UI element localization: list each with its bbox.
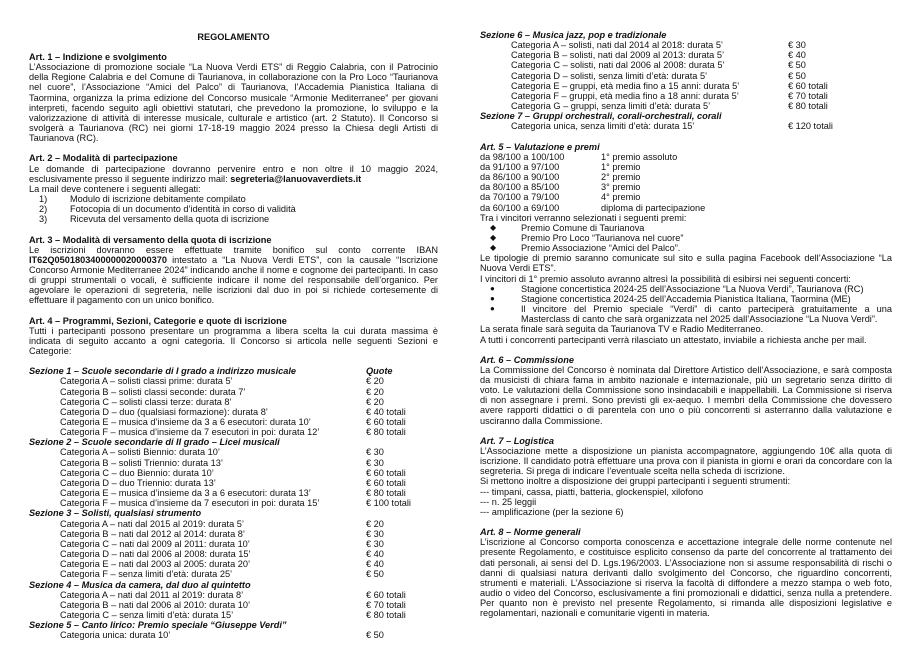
category-fee: € 60 totali (788, 80, 828, 91)
concert-item (480, 304, 892, 324)
bullet-icon: ● (490, 304, 495, 314)
article-6-heading: Art. 6 – Commissione (480, 354, 574, 365)
article-1-text: L’Associazione di promozione sociale “La Nuova Verdi ETS” di Reggio Calabria, con il Patrocinio della Regione Calabria e del Comune di Taurianova, in collaborazione con la Pro Loco “Taurianova nel cuore”, l’Associazione “Amici del Palco” di Taurianova, l’Accademia Pianistica Italiana di Taormina, organizza la prima edizione del Concorso musicale “Armonie Mediterranee” per giovani interpreti, facendo seguito agli obiettivi statutari, che prevedono la promozione, lo sviluppo e la valorizzazione di attività di interesse musicale, culturale e artistico (art. 2 Statuto). Il Concorso si svolgerà a Taurianova (RC) nei giorni 17-18-19 maggio 2024 presso la Chiesa degli Artisti di Taurianova (RC). (29, 62, 438, 144)
article-2-heading: Art. 2 – Modalità di partecipazione (29, 153, 178, 164)
article-5 (480, 142, 892, 345)
quote-header: Quote (366, 366, 393, 377)
category-row (29, 539, 438, 549)
special-prize-item (480, 233, 892, 243)
category-label: Categoria F – musica d’insieme da 7 esecutori in poi: durata 15’ (60, 498, 320, 509)
quote-header (822, 111, 892, 121)
attachment-item (29, 204, 438, 214)
article-6-text: La Commissione del Concorso è nominata dal Direttore Artistico dell’Associazione, e sarà composta da musicisti di chiara fama in ambito nazionale e internazionale, più un segretario senza diritto di voto. Le valutazioni della Commissione sono insindacabili e inappellabili. La Commissione si riserva di non assegnare i premi. Sono previsti gli ex-aequo. I membri della Commissione che dovessero avere rapporti didattici o di parentela con uno o più concorrenti si asterranno dalla valutazione e usciranno dalla Commissione. (480, 364, 892, 426)
category-fee: € 50 (788, 70, 806, 81)
attachment-text: Fotocopia di un documento d’identità in corso di validità (70, 204, 296, 215)
score-range: da 98/100 a 100/100 (480, 151, 565, 162)
category-row (29, 407, 438, 417)
diamond-bullet-icon: ◆ (490, 232, 497, 242)
category-label: Categoria A – solisti classi prime: durata 5’ (60, 376, 233, 387)
special-prize-text: Premio Comune di Taurianova (521, 222, 645, 233)
category-label: Categoria B – solisti classi seconde: durata 7’ (60, 386, 246, 397)
category-label: Categoria E – musica d’insieme da 3 a 6 esecutori: durata 13’ (60, 488, 311, 499)
article-7 (480, 436, 892, 517)
score-prize: diploma di partecipazione (601, 202, 706, 213)
diamond-bullet-icon: ◆ (490, 222, 497, 232)
article-8 (480, 527, 892, 618)
section-title: Sezione 2 – Scuole secondarie di II grado – Licei musicali (29, 437, 280, 448)
category-label: Categoria unica: durata 10’ (60, 630, 171, 641)
category-row (29, 559, 438, 569)
category-fee: € 120 totali (788, 121, 833, 132)
category-fee: € 50 (366, 569, 384, 580)
category-fee: € 20 (366, 376, 384, 387)
document-title: REGOLAMENTO (197, 32, 270, 42)
article-1-heading: Art. 1 – Indizione e svolgimento (29, 52, 167, 62)
score-table (480, 152, 892, 213)
category-fee: € 50 (788, 60, 806, 71)
category-row (29, 498, 438, 508)
section-heading (480, 111, 892, 121)
article-3-text (29, 245, 438, 306)
certificate-text: A tutti i concorrenti partecipanti verrà rilasciato un attestato, inviabile a richiesta anche per mail. (480, 334, 867, 345)
section-title: Sezione 7 – Gruppi orchestrali, corali-orchestrali, corali (480, 111, 722, 122)
prize-types-text: Le tipologie di premio saranno comunicate sul sito e sulla pagina Facebook dell’Associazione “La Nuova Verdi ETS”. (480, 253, 892, 274)
article-8-heading: Art. 8 – Norme generali (480, 527, 581, 538)
category-fee: € 60 totali (366, 477, 406, 488)
category-label: Categoria E – nati dal 2003 al 2005: durata 20’ (60, 559, 251, 570)
section-title: Sezione 4 – Musica da camera, dal duo al quintetto (29, 579, 251, 590)
category-fee: € 20 (366, 518, 384, 529)
instrument-item: --- timpani, cassa, piatti, batteria, glockenspiel, xilofono (480, 486, 704, 497)
category-label: Categoria D – duo Triennio: durata 13’ (60, 477, 216, 488)
category-fee: € 30 (788, 40, 806, 51)
category-label: Categoria C – solisti, nati dal 2006 al 2008: durata 5’ (511, 60, 725, 71)
section-heading (29, 366, 438, 376)
category-row (29, 630, 438, 640)
category-row (480, 50, 892, 60)
attachment-number: 1) (39, 194, 48, 205)
category-label: Categoria C – duo Biennio: durata 10’ (60, 467, 214, 478)
quote-header (366, 580, 438, 590)
special-prizes-list (480, 223, 892, 253)
category-label: Categoria C – senza limiti d’età: durata 15’ (60, 609, 234, 620)
category-row (29, 488, 438, 498)
attachment-text: Ricevuta del versamento della quota di iscrizione (70, 214, 270, 225)
article-6 (480, 355, 892, 426)
category-fee: € 30 (366, 447, 384, 458)
special-prize-item (480, 243, 892, 253)
category-label: Categoria E – gruppi, età media fino a 15 anni: durata 5’ (511, 80, 740, 91)
article-4-heading: Art. 4 – Programmi, Sezioni, Categorie e quote di iscrizione (29, 315, 287, 326)
category-row (480, 40, 892, 50)
score-prize: 1° premio (601, 161, 641, 172)
special-prize-item (480, 223, 892, 233)
category-label: Categoria B – nati dal 2012 al 2014: durata 8’ (60, 528, 245, 539)
category-row (29, 569, 438, 579)
article-3-heading: Art. 3 – Modalità di versamento della quota di iscrizione (29, 234, 272, 245)
score-range: da 86/100 a 90/100 (480, 172, 560, 183)
score-row (480, 203, 892, 213)
category-label: Categoria C – solisti classi terze: durata 8’ (60, 396, 232, 407)
section-heading (29, 508, 438, 518)
category-label: Categoria D – duo (qualsiasi formazione): durata 8’ (60, 406, 268, 417)
category-row (29, 610, 438, 620)
category-row (29, 600, 438, 610)
category-fee: € 30 (366, 528, 384, 539)
score-range: da 91/100 a 97/100 (480, 161, 560, 172)
concert-text: Stagione concertistica 2024-25 dell’Associazione “La Nuova Verdi”, Taurianova (RC) (521, 283, 864, 294)
category-fee: € 70 totali (366, 599, 406, 610)
quote-header (366, 620, 438, 630)
article-5-heading: Art. 5 – Valutazione e premi (480, 141, 600, 152)
score-prize: 2° premio (601, 172, 641, 183)
category-row (480, 101, 892, 111)
right-column (480, 0, 892, 618)
attachment-item (29, 214, 438, 224)
article-7-heading: Art. 7 – Logistica (480, 435, 555, 446)
category-label: Categoria A – solisti, nati dal 2014 al 2018: durata 5’ (511, 40, 723, 51)
category-row (480, 81, 892, 91)
category-fee: € 40 (366, 559, 384, 570)
concerts-list (480, 284, 892, 325)
category-fee: € 80 totali (366, 427, 406, 438)
article-3-text-tail: intestato a “La Nuova Verdi ETS”, con la causale “Iscrizione Concorso Armonie Mediterranee 2024” indicando anche il nome e cognome dei partecipanti. In caso di gruppi strumentali o vocali, è sufficiente indicare il nome del responsabile dell’organico. Per agevolare le operazioni di segreteria, nelle iscrizioni dal duo in poi si richiede cortesemente di effettuare il pagamento con un unico bonifico. (29, 254, 438, 306)
category-fee: € 60 totali (366, 589, 406, 600)
category-label: Categoria D – solisti, senza limiti d’età: durata 5’ (511, 70, 708, 81)
category-label: Categoria F – gruppi, età media fino a 18 anni: durata 5’ (511, 90, 739, 101)
special-prizes-intro: Tra i vincitori verranno selezionati i seguenti premi: (480, 212, 687, 223)
concert-item (480, 284, 892, 294)
iban-code: IT62Q0501803400000020000370 (29, 254, 167, 265)
score-prize: 3° premio (601, 182, 641, 193)
category-row (480, 60, 892, 70)
quote-header (366, 437, 438, 447)
score-row (480, 162, 892, 172)
category-fee: € 60 totali (366, 467, 406, 478)
category-label: Categoria A – solisti Biennio: durata 10’ (60, 447, 220, 458)
category-row (29, 447, 438, 457)
attachment-number: 3) (39, 214, 48, 225)
left-column (29, 0, 438, 640)
score-range: da 60/100 a 69/100 (480, 202, 560, 213)
concert-text: Il vincitore del Premio speciale “Verdi” di canto parteciperà gratuitamente a una Masterclass di canto che sarà organizzata nel 2025 dall’Associazione “La Nuova Verdi”. (521, 304, 892, 325)
category-label: Categoria B – nati dal 2006 al 2010: durata 10’ (60, 599, 251, 610)
sections-table-left (29, 366, 438, 640)
category-fee: € 30 (366, 538, 384, 549)
category-row (480, 71, 892, 81)
category-row (29, 458, 438, 468)
category-fee: € 70 totali (788, 90, 828, 101)
attachment-item (29, 194, 438, 204)
broadcast-text: La serata finale sarà seguita da Taurianova TV e Radio Mediterraneo. (480, 324, 764, 335)
special-prize-text: Premio Associazione “Amici del Palco”. (521, 243, 681, 254)
category-fee: € 80 totali (366, 609, 406, 620)
category-label: Categoria G – gruppi, senza limiti d’età: durata 5’ (511, 101, 711, 112)
concert-text: Stagione concertistica 2024-25 dell’Accademia Pianistica Italiana, Taormina (ME) (521, 293, 851, 304)
section-title: Sezione 3 – Solisti, qualsiasi strumento (29, 508, 202, 519)
article-4 (29, 316, 438, 641)
sections-table-right (480, 30, 892, 132)
section-heading (480, 30, 892, 40)
category-fee: € 30 (366, 457, 384, 468)
score-row (480, 182, 892, 192)
category-label: Categoria B – solisti Triennio: durata 13’ (60, 457, 223, 468)
attachment-text: Modulo di iscrizione debitamente compilato (70, 194, 246, 205)
article-2-text (29, 164, 438, 184)
quote-header (822, 30, 892, 40)
category-row (29, 590, 438, 600)
section-title: Sezione 6 – Musica jazz, pop e tradizionale (480, 30, 667, 40)
category-fee: € 60 totali (366, 417, 406, 427)
category-fee: € 80 totali (366, 488, 406, 499)
article-2-text-body: Le domande di partecipazione dovranno pervenire entro e non oltre il 10 maggio 2024, esclusivamente presso il seguente indirizzo mail: (29, 163, 438, 184)
article-4-text: Tutti i partecipanti possono presentare un programma a libera scelta la cui durata massima è indicata di seguito accanto a ogni categoria. Il Concorso si articola nelle seguenti Sezioni e Categorie: (29, 325, 438, 357)
quote-header (366, 508, 438, 518)
diamond-bullet-icon: ◆ (490, 243, 497, 253)
category-fee: € 40 (788, 50, 806, 61)
score-row (480, 172, 892, 182)
article-1 (29, 52, 438, 143)
category-row (29, 478, 438, 488)
email-link[interactable]: segreteria@lanuovaverdiets.it (230, 173, 362, 184)
article-8-text: L’iscrizione al Concorso comporta conoscenza e accettazione integrale delle norme contenute nel presente Regolamento, e costituisce esplicito consenso da parte del concorrente al trattamento dei dati personali, ai sensi del D. Lgs.196/2003. L’Associazione non si assume responsabilità di rischi o danni di qualsiasi natura derivanti dallo svolgimento del Concorso, che riguardino concorrenti, strumenti e materiali. L’Associazione si riserva la facoltà di diffondere a mezzo stampa o web foto, audio o video del Concorso, esclusivamente a fini promozionali e didattici, senza nulla a pretendere. Per quanto non è previsto nel presente Regolamento, si rimanda alle disposizioni legislative e regolamentari, nazionali e comunitarie vigenti in materia. (480, 537, 892, 619)
article-2 (29, 153, 438, 224)
score-row (480, 192, 892, 202)
category-row (29, 397, 438, 407)
bullet-icon: ● (490, 293, 495, 303)
attachment-number: 2) (39, 204, 48, 215)
attachments-list (29, 194, 438, 224)
section-heading (29, 437, 438, 447)
category-row (29, 417, 438, 427)
section-title: Sezione 5 – Canto lirico: Premio speciale “Giuseppe Verdi” (29, 620, 287, 631)
section-title: Sezione 1 – Scuole secondarie di I grado a indirizzo musicale (29, 366, 297, 377)
category-label: Categoria F – musica d’insieme da 7 esecutori in poi: durata 12’ (60, 427, 320, 438)
category-row (29, 519, 438, 529)
category-label: Categoria B – solisti, nati dal 2009 al 2013: durata 5’ (511, 50, 724, 61)
special-prize-text: Premio Pro Loco “Taurianova nel cuore” (521, 232, 684, 243)
score-range: da 80/100 a 85/100 (480, 182, 560, 193)
score-prize: 1° premio assoluto (601, 151, 678, 162)
category-label: Categoria unica, senza limiti d’età: durata 15’ (511, 121, 695, 132)
category-fee: € 20 (366, 386, 384, 397)
score-range: da 70/100 a 79/100 (480, 192, 560, 203)
attachments-intro: La mail deve contenere i seguenti allegati: (29, 183, 201, 194)
article-3-text-body: Le iscrizioni dovranno essere effettuate tramite bonifico sul conto corrente IBAN (29, 244, 438, 255)
bullet-icon: ● (490, 283, 495, 293)
category-label: Categoria F – senza limiti d’età: durata 25’ (60, 569, 233, 580)
category-fee: € 20 (366, 396, 384, 407)
category-row (29, 549, 438, 559)
category-row (480, 121, 892, 131)
category-row (480, 91, 892, 101)
instrument-item: --- n. 25 leggii (480, 496, 537, 507)
instruments-intro: Si mettono inoltre a disposizione dei gruppi partecipanti i seguenti strumenti: (480, 476, 790, 487)
category-label: Categoria A – nati dal 2011 al 2019: durata 8’ (60, 589, 244, 600)
section-heading (29, 580, 438, 590)
category-label: Categoria E – musica d’insieme da 3 a 6 esecutori: durata 10’ (60, 417, 311, 427)
score-row (480, 152, 892, 162)
category-label: Categoria A – nati dal 2015 al 2019: durata 5’ (60, 518, 244, 529)
category-label: Categoria C – nati dal 2009 al 2011: durata 10’ (60, 538, 250, 549)
category-fee: € 40 (366, 549, 384, 560)
score-prize: 4° premio (601, 192, 641, 203)
article-3 (29, 235, 438, 306)
category-row (29, 387, 438, 397)
category-fee: € 40 totali (366, 406, 406, 417)
article-7-text: L’Associazione mette a disposizione un pianista accompagnatore, aggiungendo 10€ alla quota di iscrizione. Il candidato potrà effettuare una prova con il pianista in giorni e orari da concordare con la segreteria. Si prega di indicare l’eventuale scelta nella scheda di iscrizione. (480, 445, 892, 477)
category-row (29, 468, 438, 478)
category-row (29, 529, 438, 539)
category-fee: € 100 totali (366, 498, 411, 509)
instrument-item: --- amplificazione (per la sezione 6) (480, 506, 624, 517)
category-label: Categoria D – nati dal 2006 al 2008: durata 15’ (60, 549, 251, 560)
category-row (29, 427, 438, 437)
concert-item (480, 294, 892, 304)
category-fee: € 50 (366, 630, 384, 641)
section-heading (29, 620, 438, 630)
category-row (29, 376, 438, 386)
category-fee: € 80 totali (788, 101, 828, 112)
concerts-intro: I vincitori di 1° premio assoluto avranno altresì la possibilità di esibirsi nei seguenti concerti: (480, 273, 851, 284)
